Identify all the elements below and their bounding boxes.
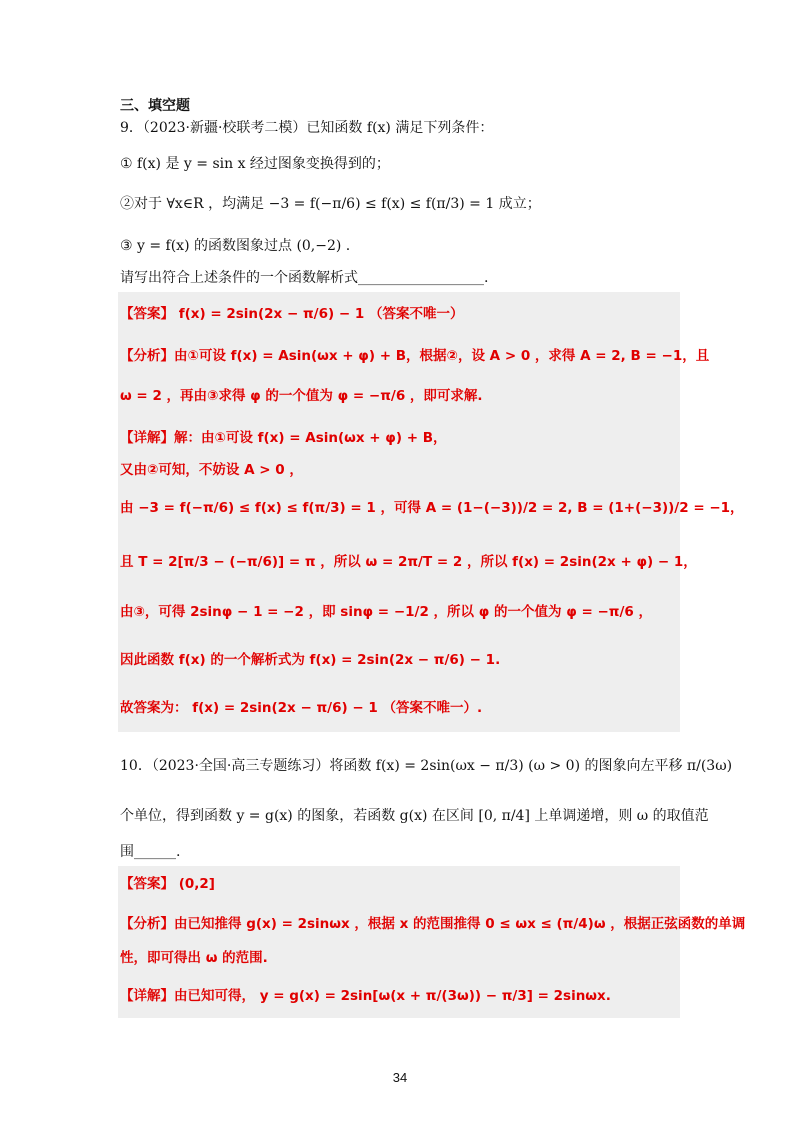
page-number: 34 xyxy=(392,1070,408,1085)
q10-stem-line-3: 围______. xyxy=(120,844,181,860)
q9-detail-line-7: 故答案为： f(x) = 2sin(2x − π/6) − 1 （答案不唯一）. xyxy=(120,700,483,716)
q9-stem: 9．（2023·新疆·校联考二模）已知函数 f(x) 满足下列条件： xyxy=(120,120,494,136)
q10-stem-line-2: 个单位，得到函数 y = g(x) 的图象，若函数 g(x) 在区间 [0, π/4] 上单调递增，则 ω 的取值范 xyxy=(120,808,709,824)
q10-detail-line-1: 【详解】由已知可得， y = g(x) = 2sin[ω(x + π/(3ω)) − π/3] = 2sinωx. xyxy=(120,988,611,1004)
q9-question: 请写出符合上述条件的一个函数解析式__________________. xyxy=(120,270,489,286)
q9-detail-line-4: 且 T = 2[π/3 − (−π/6)] = π ，所以 ω = 2π/T = 2 ，所以 f(x) = 2sin(2x + φ) − 1， xyxy=(120,554,697,570)
q10-answer: 【答案】 (0,2] xyxy=(120,876,215,892)
q10-analysis-line-1: 【分析】由已知推得 g(x) = 2sinωx ，根据 x 的范围推得 0 ≤ ωx ≤ (π/4)ω ，根据正弦函数的单调 xyxy=(120,916,746,932)
q9-condition-3: ③ y = f(x) 的函数图象过点 (0,−2) . xyxy=(120,238,351,254)
q9-condition-2: ②对于 ∀x∈R ，均满足 −3 = f(−π/6) ≤ f(x) ≤ f(π/3) = 1 成立； xyxy=(120,196,541,212)
q9-detail-line-1: 【详解】解：由①可设 f(x) = Asin(ωx + φ) + B， xyxy=(120,430,447,446)
q9-detail-line-6: 因此函数 f(x) 的一个解析式为 f(x) = 2sin(2x − π/6) − 1. xyxy=(120,652,501,668)
q9-detail-line-3: 由 −3 = f(−π/6) ≤ f(x) ≤ f(π/3) = 1 ，可得 A = (1−(−3))/2 = 2, B = (1+(−3))/2 = −1， xyxy=(120,500,744,516)
section-title: 三、填空题 xyxy=(120,98,190,114)
q9-detail-line-5: 由③，可得 2sinφ − 1 = −2 ，即 sinφ = −1/2 ，所以 φ 的一个值为 φ = −π/6 ， xyxy=(120,604,652,620)
q9-condition-1: ① f(x) 是 y = sin x 经过图象变换得到的； xyxy=(120,156,390,172)
q9-analysis-line-1: 【分析】由①可设 f(x) = Asin(ωx + φ) + B，根据②，设 A > 0 ，求得 A = 2, B = −1，且 xyxy=(120,348,710,364)
q9-answer: 【答案】 f(x) = 2sin(2x − π/6) − 1 （答案不唯一） xyxy=(120,306,464,322)
q10-stem-line-1: 10．（2023·全国·高三专题练习）将函数 f(x) = 2sin(ωx − π/3) (ω > 0) 的图象向左平移 π/(3ω) xyxy=(120,758,733,774)
q10-analysis-line-2: 性，即可得出 ω 的范围. xyxy=(120,950,268,966)
q9-analysis-line-2: ω = 2 ，再由③求得 φ 的一个值为 φ = −π/6 ，即可求解. xyxy=(120,388,483,404)
q9-detail-line-2: 又由②可知，不妨设 A > 0 ， xyxy=(120,462,303,478)
